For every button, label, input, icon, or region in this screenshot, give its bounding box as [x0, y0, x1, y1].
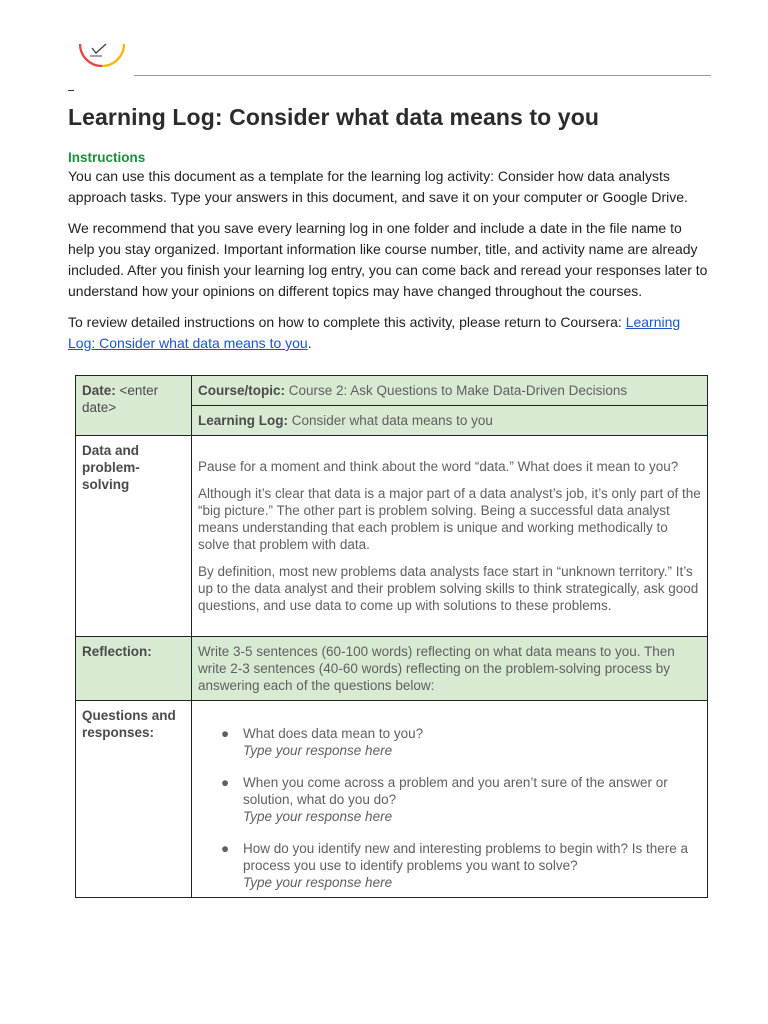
date-cell[interactable]	[76, 376, 192, 436]
questions-heading: Questions and responses:	[76, 701, 192, 898]
learning-log-value: Consider what data means to you	[288, 413, 493, 428]
header-dash	[68, 90, 74, 91]
data-problem-solving-content	[192, 436, 708, 637]
course-topic-value: Course 2: Ask Questions to Make Data-Driven Decisions	[285, 383, 628, 398]
questions-list	[198, 725, 701, 891]
questions-content	[192, 701, 708, 898]
google-career-certificates-logo-icon	[76, 36, 128, 72]
bullet-icon: ●	[221, 775, 230, 790]
data-paragraph-2: Although it’s clear that data is a major part of a data analyst’s job, it’s only part of the “big picture.” The other part is problem solving. Being a successful data analyst means understanding that each problem is unique and working methodically to solve that problem with data.	[198, 486, 701, 552]
question-item	[221, 840, 701, 891]
instructions-paragraph-2: We recommend that you save every learning log in one folder and include a date in the file name to help you stay organized. Important information like course number, title, and activity name are already included. After you finish your learning log entry, you can come back and reread your responses later to understand how your opinions on different topics may have changed throughout the courses.	[68, 220, 708, 299]
response-field[interactable]: Type your response here	[243, 809, 393, 824]
coursera-activity-link[interactable]: Learning Log: Consider what data means to you	[68, 314, 681, 351]
reflection-prompt: Write 3-5 sentences (60-100 words) reflecting on what data means to you. Then write 2-3 sentences (40-60 words) reflecting on the problem-solving process by answering each of the questions below:	[192, 637, 708, 701]
question-text: How do you identify new and interesting problems to begin with? Is there a process you use to identify problems you want to solve?	[243, 841, 689, 873]
learning-log-label: Learning Log:	[198, 413, 288, 428]
bullet-icon: ●	[221, 841, 230, 856]
course-topic-cell	[192, 376, 708, 406]
instructions-paragraph-3	[68, 312, 708, 354]
reflection-heading: Reflection:	[76, 637, 192, 701]
question-item	[221, 725, 701, 759]
data-paragraph-1: Pause for a moment and think about the word “data.” What does it mean to you?	[198, 459, 679, 474]
response-field[interactable]: Type your response here	[243, 743, 393, 758]
header-rule	[134, 75, 711, 76]
date-label: Date:	[82, 383, 116, 398]
instructions-heading: Instructions	[68, 150, 146, 165]
data-problem-solving-heading: Data and problem-solving	[76, 436, 192, 637]
response-field[interactable]: Type your response here	[243, 875, 393, 890]
question-item	[221, 774, 701, 825]
question-text: When you come across a problem and you aren’t sure of the answer or solution, what do you do?	[243, 775, 668, 807]
date-value: <enter date>	[82, 383, 159, 415]
learning-log-cell	[192, 406, 708, 436]
instructions-paragraph-1: You can use this document as a template for the learning log activity: Consider how data analysts approach tasks. Type your answers in this document, and save it on your computer or Google Drive.	[68, 168, 688, 205]
data-paragraph-3: By definition, most new problems data analysts face start in “unknown territory.” It’s up to the data analyst and their problem solving skills to think strategically, ask good questions, and use data to come up with solutions to these problems.	[198, 564, 699, 613]
instructions-section	[68, 149, 708, 364]
question-text: What does data mean to you?	[243, 726, 424, 741]
instructions-paragraph-3-suffix: .	[307, 335, 312, 351]
course-topic-label: Course/topic:	[198, 383, 286, 398]
instructions-paragraph-3-prefix: To review detailed instructions on how to complete this activity, please return to Coursera:	[68, 314, 626, 330]
learning-log-table	[75, 375, 708, 898]
bullet-icon: ●	[221, 726, 230, 741]
page-title: Learning Log: Consider what data means to you	[68, 104, 599, 130]
